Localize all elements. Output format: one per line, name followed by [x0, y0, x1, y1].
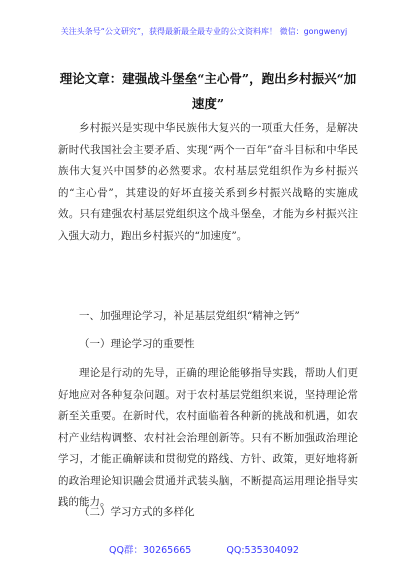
- qq-group-text: QQ群：30265665: [109, 545, 192, 556]
- subsection-heading-2: （二）学习方式的多样化: [79, 506, 195, 518]
- document-title: 理论文章：建强战斗堡垒“主心骨”，跑出乡村振兴“加速度”: [59, 71, 357, 111]
- section-heading-1: 一、加强理论学习，补足基层党组织“精神之钙”: [79, 310, 300, 322]
- paragraph-theory: 理论是行动的先导，正确的理论能够指导实践，帮助人们更好地应对各种复杂问题。对于农村基层党组织来说，坚持理论常新至关重要。在新时代，农村面临着各种新的挑战和机遇，如农村产业结构调整、农村社会治理创新等。只有不断加强政治理论学习，才能正确解读和贯彻党的路线、方针、政策，更好地将新的政治理论知识融会贯通并武装头脑，不断提高运用理论指导实践的能力。: [58, 367, 358, 508]
- header-banner: 关注头条号“公文研究”，获得最新最全最专业的公文资料库！ 微信：gongwenyj: [60, 27, 348, 36]
- qq-number-text: QQ:535304092: [226, 545, 299, 556]
- subsection-heading-1: （一）理论学习的重要性: [79, 338, 195, 350]
- paragraph-intro: 乡村振兴是实现中华民族伟大复兴的一项重大任务，是解决新时代我国社会主要矛盾、实现“两个一百年”奋斗目标和中华民族伟大复兴中国梦的必然要求。农村基层党组织作为乡村振兴的“主心骨”，其建设的好坏直接关系到乡村振兴战略的实施成效。只有建强农村基层党组织这个战斗堡垒，才能为乡村振兴注入强大动力，跑出乡村振兴的“加速度”。: [58, 122, 358, 242]
- footer-contact: [0, 542, 408, 556]
